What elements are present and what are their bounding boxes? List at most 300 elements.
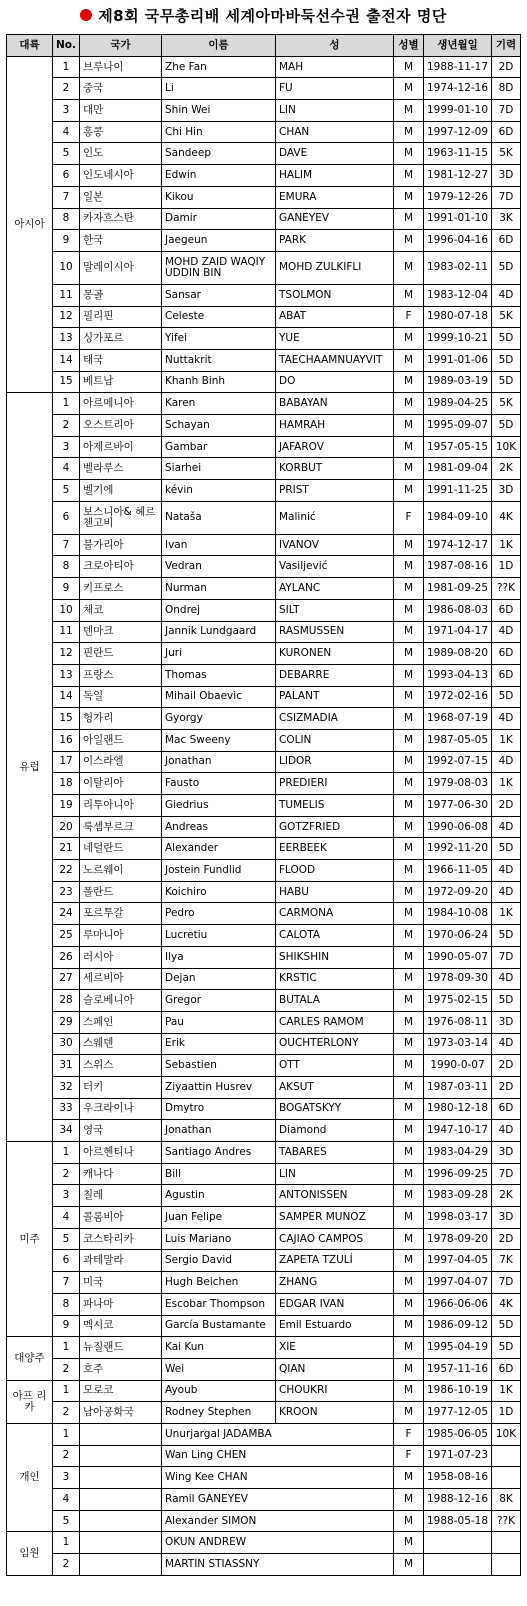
first-name-cell: Juan Felipe: [162, 1207, 276, 1229]
last-name-cell: BABAYAN: [276, 393, 394, 415]
sex-cell: M: [394, 751, 424, 773]
table-row: [7, 1250, 521, 1272]
row-number-cell: 23: [53, 881, 80, 903]
table-row: [7, 881, 521, 903]
last-name-cell: PREDIERI: [276, 773, 394, 795]
last-name-cell: HALIM: [276, 165, 394, 187]
first-name-cell: Nataša: [162, 501, 276, 534]
table-row: [7, 415, 521, 437]
row-number-cell: 8: [53, 556, 80, 578]
sex-cell: M: [394, 556, 424, 578]
row-number-cell: 12: [53, 643, 80, 665]
sex-cell: M: [394, 251, 424, 284]
row-number-cell: 12: [53, 306, 80, 328]
sex-cell: M: [394, 1033, 424, 1055]
country-cell: 인도: [80, 143, 162, 165]
sex-cell: M: [394, 838, 424, 860]
rank-cell: 2D: [492, 56, 521, 78]
sex-cell: M: [394, 415, 424, 437]
first-name-cell: Bill: [162, 1163, 276, 1185]
birth-date-cell: 1993-04-13: [424, 664, 492, 686]
birth-date-cell: 1991-11-25: [424, 480, 492, 502]
sex-cell: M: [394, 1315, 424, 1337]
first-name-cell: Mac Sweeny: [162, 729, 276, 751]
row-number-cell: 7: [53, 1272, 80, 1294]
sex-cell: M: [394, 1380, 424, 1402]
first-name-cell: Shin Wei: [162, 100, 276, 122]
first-name-cell: Kai Kun: [162, 1337, 276, 1359]
rank-cell: [492, 1554, 521, 1576]
country-cell: 크로아티아: [80, 556, 162, 578]
region-cell: 유럽: [7, 393, 53, 1142]
sex-cell: M: [394, 664, 424, 686]
rank-cell: 5D: [492, 925, 521, 947]
sex-cell: F: [394, 1445, 424, 1467]
last-name-cell: OUCHTERLONY: [276, 1033, 394, 1055]
birth-date-cell: 1977-06-30: [424, 795, 492, 817]
rank-cell: 4D: [492, 1033, 521, 1055]
country-cell: 러시아: [80, 946, 162, 968]
header-rank: 기력: [492, 35, 521, 57]
last-name-cell: CHOUKRI: [276, 1380, 394, 1402]
country-cell: 루마니아: [80, 925, 162, 947]
rank-cell: 2K: [492, 1185, 521, 1207]
country-cell: 터키: [80, 1076, 162, 1098]
rank-cell: 4D: [492, 708, 521, 730]
table-row: [7, 925, 521, 947]
first-name-cell: Jonathan: [162, 1120, 276, 1142]
country-cell: 스위스: [80, 1055, 162, 1077]
first-name-cell: Alexander: [162, 838, 276, 860]
first-name-cell: Koichiro: [162, 881, 276, 903]
row-number-cell: 21: [53, 838, 80, 860]
country-cell: 헝가리: [80, 708, 162, 730]
birth-date-cell: 1966-06-06: [424, 1293, 492, 1315]
country-cell: 아르헨티나: [80, 1142, 162, 1164]
birth-date-cell: 1981-09-04: [424, 458, 492, 480]
birth-date-cell: 1981-09-25: [424, 578, 492, 600]
last-name-cell: CARLES RAMOM: [276, 1011, 394, 1033]
rank-cell: 7D: [492, 1163, 521, 1185]
rank-cell: 7D: [492, 186, 521, 208]
birth-date-cell: 1985-06-05: [424, 1423, 492, 1445]
rank-cell: 5D: [492, 349, 521, 371]
rank-cell: 5K: [492, 393, 521, 415]
birth-date-cell: 1957-05-15: [424, 436, 492, 458]
country-cell: 호주: [80, 1358, 162, 1380]
table-row: [7, 621, 521, 643]
sex-cell: M: [394, 371, 424, 393]
sex-cell: M: [394, 328, 424, 350]
sex-cell: M: [394, 643, 424, 665]
table-row: [7, 860, 521, 882]
country-cell: [80, 1489, 162, 1511]
country-cell: 멕시코: [80, 1315, 162, 1337]
table-row: [7, 1011, 521, 1033]
sex-cell: M: [394, 436, 424, 458]
table-row: [7, 1337, 521, 1359]
sex-cell: F: [394, 501, 424, 534]
birth-date-cell: 1957-11-16: [424, 1358, 492, 1380]
sex-cell: M: [394, 165, 424, 187]
rank-cell: 4D: [492, 1120, 521, 1142]
title-text: 제8회 국무총리배 세계아마바둑선수권 출전자 명단: [98, 6, 447, 25]
last-name-cell: YUE: [276, 328, 394, 350]
rank-cell: 8D: [492, 78, 521, 100]
table-row: [7, 1467, 521, 1489]
first-name-cell: Jonathan: [162, 751, 276, 773]
first-name-cell: Lucretiu: [162, 925, 276, 947]
table-row: [7, 968, 521, 990]
table-row: [7, 436, 521, 458]
last-name-cell: AYLANC: [276, 578, 394, 600]
rank-cell: 8K: [492, 1489, 521, 1511]
header-birth: 생년월일: [424, 35, 492, 57]
country-cell: [80, 1554, 162, 1576]
first-name-cell: Gyorgy: [162, 708, 276, 730]
sex-cell: M: [394, 1228, 424, 1250]
sex-cell: M: [394, 458, 424, 480]
table-row: [7, 1489, 521, 1511]
country-cell: 중국: [80, 78, 162, 100]
birth-date-cell: 1986-09-12: [424, 1315, 492, 1337]
sex-cell: M: [394, 1142, 424, 1164]
row-number-cell: 4: [53, 121, 80, 143]
first-name-cell: Vedran: [162, 556, 276, 578]
rank-cell: 4D: [492, 284, 521, 306]
table-row: [7, 686, 521, 708]
sex-cell: M: [394, 686, 424, 708]
table-row: [7, 328, 521, 350]
first-name-cell: Sandeep: [162, 143, 276, 165]
country-cell: 영국: [80, 1120, 162, 1142]
last-name-cell: PALANT: [276, 686, 394, 708]
last-name-cell: HABU: [276, 881, 394, 903]
table-row: [7, 708, 521, 730]
sex-cell: M: [394, 1532, 424, 1554]
last-name-cell: PRIST: [276, 480, 394, 502]
region-cell: 아시아: [7, 56, 53, 393]
first-name-cell: Wan Ling CHEN: [162, 1445, 394, 1467]
last-name-cell: TABARES: [276, 1142, 394, 1164]
sex-cell: M: [394, 925, 424, 947]
first-name-cell: Hugh Beichen: [162, 1272, 276, 1294]
last-name-cell: TUMELIS: [276, 795, 394, 817]
country-cell: 과테말라: [80, 1250, 162, 1272]
page-title: [0, 0, 527, 30]
birth-date-cell: 1996-04-16: [424, 230, 492, 252]
first-name-cell: Ayoub: [162, 1380, 276, 1402]
table-row: [7, 1098, 521, 1120]
first-name-cell: Nurman: [162, 578, 276, 600]
sex-cell: M: [394, 1120, 424, 1142]
birth-date-cell: 1983-04-29: [424, 1142, 492, 1164]
last-name-cell: Vasiljević: [276, 556, 394, 578]
country-cell: [80, 1423, 162, 1445]
birth-date-cell: 1981-12-27: [424, 165, 492, 187]
first-name-cell: Sebastien: [162, 1055, 276, 1077]
first-name-cell: Erik: [162, 1033, 276, 1055]
header-first-name: 이름: [162, 35, 276, 57]
birth-date-cell: 1995-04-19: [424, 1337, 492, 1359]
header-country: 국가: [80, 35, 162, 57]
rank-cell: 7D: [492, 100, 521, 122]
first-name-cell: Khanh Binh: [162, 371, 276, 393]
table-row: [7, 186, 521, 208]
birth-date-cell: 1988-12-16: [424, 1489, 492, 1511]
country-cell: 체코: [80, 599, 162, 621]
birth-date-cell: 1990-0-07: [424, 1055, 492, 1077]
last-name-cell: LIN: [276, 1163, 394, 1185]
row-number-cell: 2: [53, 415, 80, 437]
sex-cell: M: [394, 143, 424, 165]
rank-cell: ??K: [492, 578, 521, 600]
sex-cell: M: [394, 946, 424, 968]
row-number-cell: 29: [53, 1011, 80, 1033]
birth-date-cell: 1986-08-03: [424, 599, 492, 621]
sex-cell: M: [394, 1510, 424, 1532]
birth-date-cell: 1999-01-10: [424, 100, 492, 122]
country-cell: 콜롬비아: [80, 1207, 162, 1229]
country-cell: 태국: [80, 349, 162, 371]
sex-cell: M: [394, 1163, 424, 1185]
first-name-cell: Pedro: [162, 903, 276, 925]
first-name-cell: Gambar: [162, 436, 276, 458]
header-sex: 성별: [394, 35, 424, 57]
birth-date-cell: 1975-02-15: [424, 990, 492, 1012]
last-name-cell: LIDOR: [276, 751, 394, 773]
row-number-cell: 31: [53, 1055, 80, 1077]
first-name-cell: Santiago Andres: [162, 1142, 276, 1164]
sex-cell: M: [394, 1337, 424, 1359]
birth-date-cell: 1991-01-06: [424, 349, 492, 371]
row-number-cell: 19: [53, 795, 80, 817]
sex-cell: M: [394, 1011, 424, 1033]
birth-date-cell: 1997-04-05: [424, 1250, 492, 1272]
sex-cell: M: [394, 78, 424, 100]
first-name-cell: Pau: [162, 1011, 276, 1033]
last-name-cell: COLIN: [276, 729, 394, 751]
header-no: No.: [53, 35, 80, 57]
country-cell: 네덜란드: [80, 838, 162, 860]
sex-cell: M: [394, 795, 424, 817]
table-row: [7, 284, 521, 306]
rank-cell: 6D: [492, 1098, 521, 1120]
row-number-cell: 30: [53, 1033, 80, 1055]
row-number-cell: 5: [53, 480, 80, 502]
first-name-cell: Mihail Obaevic: [162, 686, 276, 708]
table-row: [7, 578, 521, 600]
last-name-cell: BUTALA: [276, 990, 394, 1012]
row-number-cell: 28: [53, 990, 80, 1012]
rank-cell: 6D: [492, 599, 521, 621]
first-name-cell: Li: [162, 78, 276, 100]
row-number-cell: 13: [53, 664, 80, 686]
sex-cell: M: [394, 1185, 424, 1207]
row-number-cell: 14: [53, 686, 80, 708]
table-row: [7, 751, 521, 773]
birth-date-cell: 1971-04-17: [424, 621, 492, 643]
last-name-cell: MAH: [276, 56, 394, 78]
table-row: [7, 1358, 521, 1380]
table-row: [7, 556, 521, 578]
last-name-cell: GOTZFRIED: [276, 816, 394, 838]
sex-cell: M: [394, 599, 424, 621]
last-name-cell: PARK: [276, 230, 394, 252]
row-number-cell: 7: [53, 186, 80, 208]
birth-date-cell: 1989-03-19: [424, 371, 492, 393]
first-name-cell: kévin: [162, 480, 276, 502]
birth-date-cell: 1991-01-10: [424, 208, 492, 230]
header-row: [7, 35, 521, 57]
row-number-cell: 32: [53, 1076, 80, 1098]
table-row: [7, 1402, 521, 1424]
table-row: [7, 838, 521, 860]
rank-cell: ??K: [492, 1510, 521, 1532]
country-cell: 미국: [80, 1272, 162, 1294]
row-number-cell: 26: [53, 946, 80, 968]
last-name-cell: Emil Estuardo: [276, 1315, 394, 1337]
last-name-cell: SHIKSHIN: [276, 946, 394, 968]
row-number-cell: 24: [53, 903, 80, 925]
rank-cell: 1D: [492, 556, 521, 578]
country-cell: 한국: [80, 230, 162, 252]
row-number-cell: 15: [53, 708, 80, 730]
sex-cell: M: [394, 56, 424, 78]
row-number-cell: 8: [53, 1293, 80, 1315]
country-cell: 코스타리카: [80, 1228, 162, 1250]
first-name-cell: Ondrej: [162, 599, 276, 621]
sex-cell: M: [394, 230, 424, 252]
rank-cell: 5D: [492, 838, 521, 860]
country-cell: 뉴질랜드: [80, 1337, 162, 1359]
table-row: [7, 1380, 521, 1402]
sex-cell: M: [394, 393, 424, 415]
country-cell: 폴란드: [80, 881, 162, 903]
first-name-cell: Zhe Fan: [162, 56, 276, 78]
last-name-cell: EERBEEK: [276, 838, 394, 860]
table-row: [7, 1163, 521, 1185]
table-row: [7, 1228, 521, 1250]
row-number-cell: 5: [53, 1510, 80, 1532]
table-row: [7, 1076, 521, 1098]
table-row: [7, 1207, 521, 1229]
sex-cell: M: [394, 349, 424, 371]
birth-date-cell: 1966-11-05: [424, 860, 492, 882]
birth-date-cell: 1998-03-17: [424, 1207, 492, 1229]
rank-cell: 5D: [492, 686, 521, 708]
sex-cell: M: [394, 816, 424, 838]
row-number-cell: 10: [53, 599, 80, 621]
birth-date-cell: 1971-07-23: [424, 1445, 492, 1467]
rank-cell: 5D: [492, 990, 521, 1012]
country-cell: 일본: [80, 186, 162, 208]
region-cell: 대양주: [7, 1337, 53, 1380]
last-name-cell: CSIZMADIA: [276, 708, 394, 730]
birth-date-cell: 1984-09-10: [424, 501, 492, 534]
rank-cell: 5D: [492, 328, 521, 350]
row-number-cell: 3: [53, 436, 80, 458]
table-row: [7, 143, 521, 165]
first-name-cell: Karen: [162, 393, 276, 415]
birth-date-cell: 1980-12-18: [424, 1098, 492, 1120]
row-number-cell: 17: [53, 751, 80, 773]
table-row: [7, 480, 521, 502]
rank-cell: 5D: [492, 1315, 521, 1337]
rank-cell: 4D: [492, 860, 521, 882]
sex-cell: M: [394, 1554, 424, 1576]
birth-date-cell: 1974-12-16: [424, 78, 492, 100]
country-cell: 아르메니아: [80, 393, 162, 415]
last-name-cell: FLOOD: [276, 860, 394, 882]
row-number-cell: 1: [53, 1380, 80, 1402]
region-cell: 임원: [7, 1532, 53, 1575]
sex-cell: M: [394, 100, 424, 122]
last-name-cell: TSOLMON: [276, 284, 394, 306]
sex-cell: M: [394, 1358, 424, 1380]
country-cell: 남아공화국: [80, 1402, 162, 1424]
country-cell: 스페인: [80, 1011, 162, 1033]
row-number-cell: 10: [53, 251, 80, 284]
rank-cell: 7D: [492, 1272, 521, 1294]
first-name-cell: Luis Mariano: [162, 1228, 276, 1250]
birth-date-cell: 1984-10-08: [424, 903, 492, 925]
last-name-cell: TAECHAAMNUAYVIT: [276, 349, 394, 371]
table-row: [7, 1272, 521, 1294]
country-cell: 스웨덴: [80, 1033, 162, 1055]
sex-cell: M: [394, 903, 424, 925]
country-cell: 오스트리아: [80, 415, 162, 437]
table-row: [7, 458, 521, 480]
row-number-cell: 15: [53, 371, 80, 393]
country-cell: 베트남: [80, 371, 162, 393]
row-number-cell: 2: [53, 1445, 80, 1467]
row-number-cell: 2: [53, 1358, 80, 1380]
country-cell: 이탈리아: [80, 773, 162, 795]
last-name-cell: HAMRAH: [276, 415, 394, 437]
last-name-cell: EDGAR IVAN: [276, 1293, 394, 1315]
row-number-cell: 2: [53, 1402, 80, 1424]
country-cell: 카자흐스탄: [80, 208, 162, 230]
row-number-cell: 6: [53, 501, 80, 534]
last-name-cell: IVANOV: [276, 534, 394, 556]
birth-date-cell: 1997-04-07: [424, 1272, 492, 1294]
birth-date-cell: 1983-02-11: [424, 251, 492, 284]
sex-cell: M: [394, 1272, 424, 1294]
birth-date-cell: 1972-09-20: [424, 881, 492, 903]
sex-cell: M: [394, 621, 424, 643]
rank-cell: 6D: [492, 121, 521, 143]
rank-cell: 4D: [492, 816, 521, 838]
rank-cell: 5K: [492, 306, 521, 328]
header-last-name: 성: [276, 35, 394, 57]
country-cell: 필리핀: [80, 306, 162, 328]
table-row: [7, 1142, 521, 1164]
first-name-cell: Kikou: [162, 186, 276, 208]
birth-date-cell: 1973-03-14: [424, 1033, 492, 1055]
country-cell: 불가리아: [80, 534, 162, 556]
birth-date-cell: 1992-11-20: [424, 838, 492, 860]
first-name-cell: Jaegeun: [162, 230, 276, 252]
birth-date-cell: 1986-10-19: [424, 1380, 492, 1402]
first-name-cell: Alexander SIMON: [162, 1510, 394, 1532]
row-number-cell: 9: [53, 578, 80, 600]
last-name-cell: ABAT: [276, 306, 394, 328]
birth-date-cell: 1980-07-18: [424, 306, 492, 328]
sex-cell: M: [394, 1207, 424, 1229]
birth-date-cell: 1976-08-11: [424, 1011, 492, 1033]
last-name-cell: Diamond: [276, 1120, 394, 1142]
